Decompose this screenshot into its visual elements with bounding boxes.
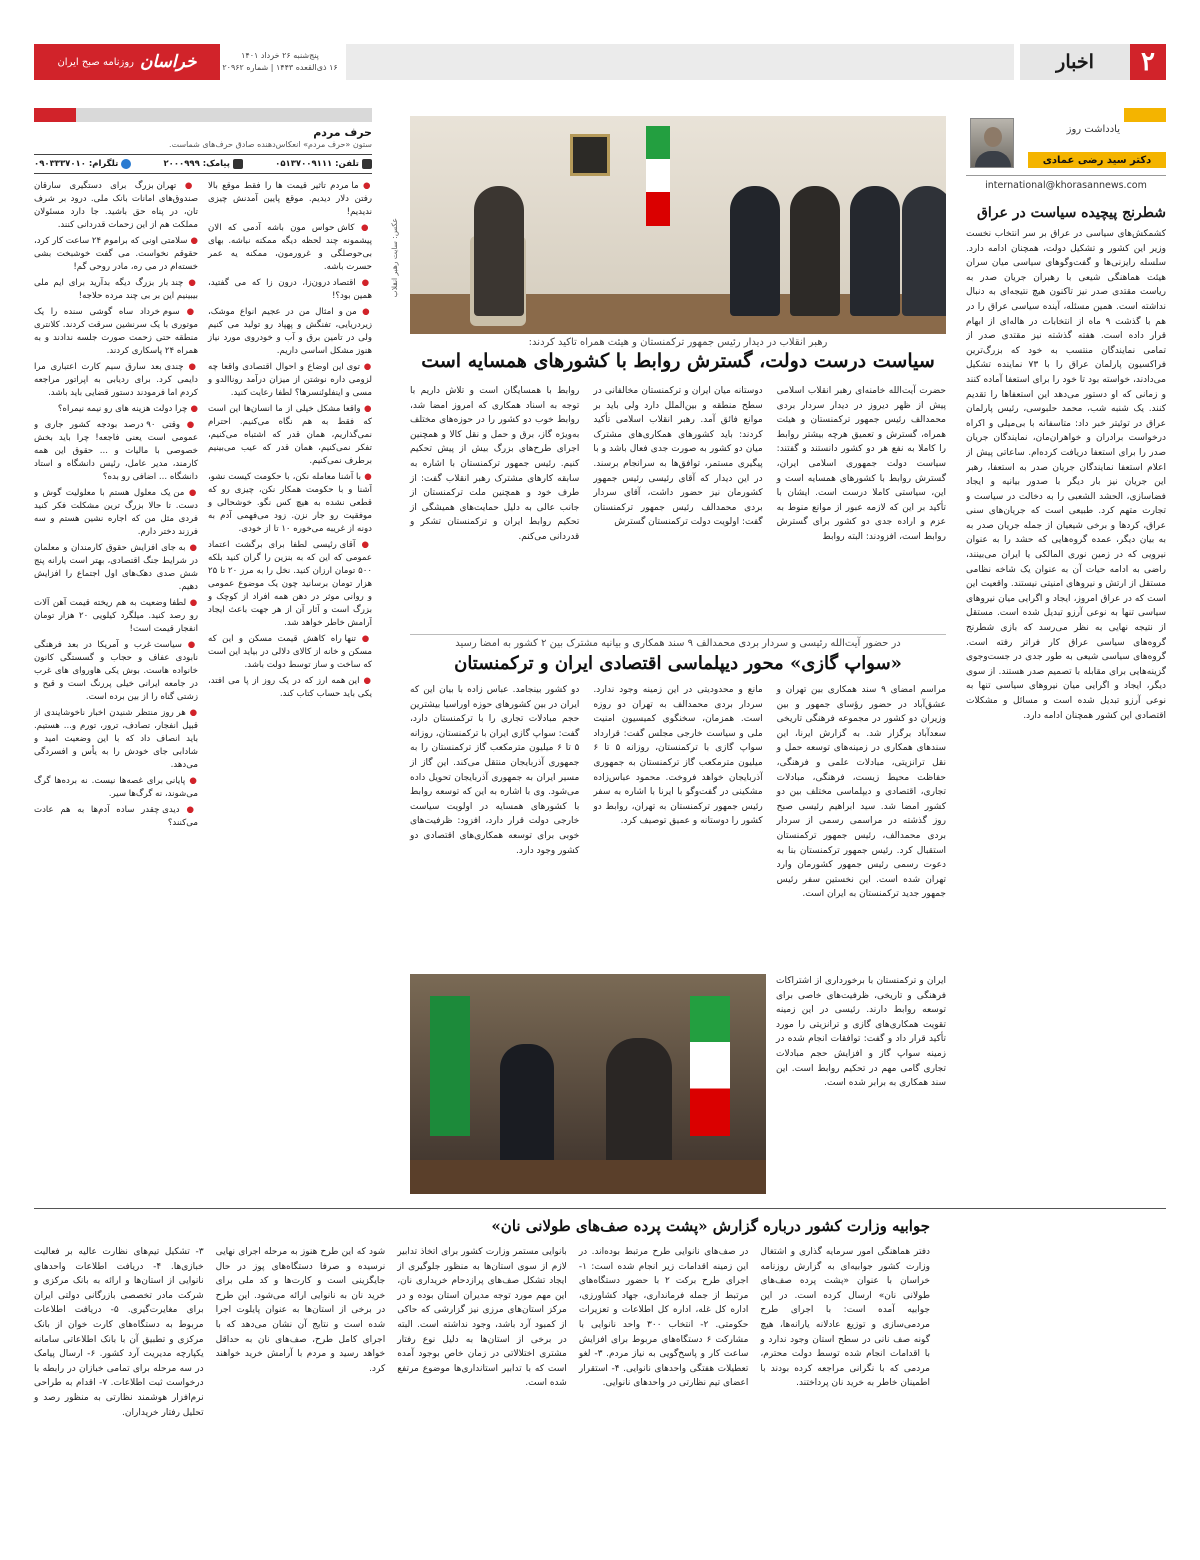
main-news-area — [384, 108, 946, 1198]
story2-col: مراسم امضای ۹ سند همکاری بین تهران و عشق‌آباد در حضور رؤسای جمهور و بین وزیران دو کشور در مجموعه فرهنگی تاریخی سعدآباد برگزار شد. به گزارش ایرنا، این سندهای همکاری در زمینه‌های توسعه حمل و نقل ترانزیتی، مبادلات علمی و فرهنگی، حفاظت محیط زیست، فرهنگی، مبادلات تجاری، اقتصادی و دیپلماسی مختلف بین دو کشور امضا شد. سید ابراهیم رئیسی صبح روز گذشته در مراسمی رسمی از سردار بردی محمدالف، رئیس جمهور ترکمنستان استقبال کرد. رئیس جمهور ترکمنستان بنا به دعوت رسمی رئیس جمهور کشورمان وارد تهران شده است. این نخستین سفر رئیس جمهور جدید ترکمنستان به ایران است. — [776, 685, 947, 900]
bullet-icon: ● — [185, 708, 198, 718]
voices-header-bar — [34, 108, 372, 122]
iran-flag — [690, 996, 730, 1136]
voice-item: ● کاش حواس مون باشه آدمی که الان پیشمونه چند لحظه دیگه ممکنه نباشه. بهای بی‌حوصلگی و غرورمون، ممکنه یه عمر حسرت باشه. — [208, 223, 372, 272]
voices-column — [34, 108, 372, 1198]
voice-item: ● این همه ارز که در یک روز از پا می افتد، یکی باید حساب کتاب کند. — [208, 676, 372, 699]
story2-body — [410, 683, 946, 902]
story1-kicker: رهبر انقلاب در دیدار رئیس جمهور ترکمنستان و هیئت همراه تاکید کردند: — [528, 337, 828, 348]
bullet-icon: ● — [355, 540, 372, 550]
bullet-icon: ● — [185, 543, 198, 553]
voice-item: ● وقتی ۹۰ درصد بودجه کشور جاری و عمومی است یعنی فاجعه! چرا باید بخش خصوصی با مالیات و ... حقوق این همه کارمند، مدیر عامل، رئیس دانشگاه و استاد دانشگاه ... اضافی رو بده؟ — [34, 420, 199, 482]
voices-bar-grey — [76, 108, 372, 122]
editorial-title: شطرنج پیچیده سیاست در عراق — [977, 205, 1166, 221]
section-title: اخبار — [1020, 44, 1130, 80]
bottom-col: دفتر هماهنگی امور سرمایه گذاری و اشتغال وزارت کشور جوابیه‌ای به گزارش روزنامه خراسان با عنوان «پشت پرده صف‌های طولانی نان» ارسال کرده است. در این جوابیه آمده است: با اجرای طرح مردمی‌سازی و توزیع عادلانه یارانه‌ها، هیچ گونه صف نانی در سطح استان وجود ندارد و با اقدامات انجام شده توسط دولت محترم، مردمی که با نگرانی مراجعه کرده بودند با اطمینان خاطر به خرید نان پرداختند. — [760, 1247, 930, 1389]
photo-person — [474, 186, 524, 316]
editorial-kicker-bar — [1124, 108, 1166, 122]
phone-contact — [275, 159, 372, 169]
voice-item: ● به جای افزایش حقوق کارمندان و معلمان در شرایط جنگ اقتصادی، بهتر است یارانه پنج شش صدی دهک‌های اول اجتماع را افزایش دهیم. — [34, 543, 198, 592]
bullet-icon: ● — [356, 307, 372, 317]
story1-col: روابط با همسایگان است و تلاش داریم با توجه به اسناد همکاری که امروز امضا شد، روابط خوب دو کشور را در حوزه‌های مختلف به‌ویژه گاز، برق و حمل و نقل کالا و همچنین اجرای طرح‌های بزرگ بیش از پیش تحکیم کنیم. رئیس جمهور ترکمنستان با اشاره به سابقه کارهای مشترک رهبر انقلاب گفت: از طرف خود و همچنین ملت ترکمنستان از جانب عالی به دلیل حمایت‌های همیشگی از تحکیم روابط ایران و ترکمنستان تشکر و قدردانی می‌کنم. — [410, 386, 580, 542]
voice-item: ● سلامتی اونی که براموم ۲۴ ساعت کار کرد، حقوقم نخواست. می گفت خوشبخت بشی خسته‌ام در می ره، مادر روحی گم! — [34, 236, 198, 272]
telegram-contact — [34, 159, 131, 169]
story2-col: ایران و ترکمنستان با برخورداری از اشتراکات فرهنگی و تاریخی، ظرفیت‌های خاصی برای توسعه روابط دارند. رئیسی در این زمینه تقویت همکاری‌های گازی و ترانزیتی را مورد تأکید قرار داد و گفت: توافقات انجام شده در زمینه سواپ گاز و افزایش حجم مبادلات تجاری گامی مهم در تحکیم روابط است. این سند همکاری به برابر شده است. — [776, 976, 946, 1089]
bullet-icon: ● — [182, 640, 198, 650]
editorial-body: کشمکش‌های سیاسی در عراق بر سر انتخاب نخست وزیر این کشور و تشکیل دولت، همچنان ادامه دارد. سلسله رایزنی‌ها و گفت‌وگوهای سیاسی میان سران هیئت هماهنگی شیعی با رهبران جریان صدر به ریاست مقتدی صدر نیز تاکنون هیچ نتیجه‌ای به دنبال نداشته است. همین مسئله، آینده سیاسی عراق را در هم با گذشت ۹ ماه از انتخابات در هاله‌ای از ابهام قرار داده است. هفته گذشته نیز مقتدی صدر از تمامی نمایندگان منتسب به خود که بزرگ‌ترین فراکسیون پارلمان عراق را با ۷۳ نماینده تشکیل می‌دادند، خواسته بود تا خود را برای استعفا آماده کنند و زمانی که او دستور می‌دهد این استعفاها را تقدیم کنند. یک شنبه شب، محمد حلبوسی، رئیس پارلمان عراق در توئیتر خبر داد: متاسفانه با بی‌میلی و اکراه درخواست برادران و خواهران‌مان، نمایندگان جریان صدر را برای استعفا دریافت کرده‌ام. ساعاتی پیش از اعلام استعفا نمایندگان جریان صدر به استعفا، رهبر این جریان نیز بار دیگر با صدور بیانیه و ایجاد فضاسازی، الحشد الشعبی را به دخالت در سیاست و تجارت متهم کرد. طبیعی است که جریان‌های سنی عراق، کردها و برخی شیعیان از جمله جریان صدر به به بیان دیگر، عمده گروه‌هایی که حشد را به عنوان نیرویی که در زمین نوری المالکی یا ایران می‌بینند، راضی به ادامه حیات آن به عنوان یک شاخه نظامی مستقل از ارتش و نیروهای امنیتی نیستند. واقعیت این است که در عراق امروز، ایجاد و اگرایی میان نیروهای سیاسی تنها به نوعی آرزو تبدیل شده است. مستقل از نتیجه نهایی به نظر می‌رسد که بازی شطرنج گروه‌های سیاسی عراق کار فراتر رفته است. گروه‌های سیاسی شیعی به طور جدی در جست‌وجوی گزینه‌هایی برای مقابله با تصمیم صدر هستند. از سوی دیگر، ایجاد و اگرایی میان نیروهای سیاسی تنها به نوعی آرزو تبدیل شده است و مسائل و مشکلات اقتصادی این کشور همچنان ادامه دارد. — [966, 229, 1166, 721]
phone-label: تلفن: ۰۵۱۳۷۰۰۹۱۱۱ — [275, 159, 359, 169]
photo-credit: عکس: سایت رهبر انقلاب — [390, 218, 399, 298]
voice-item: ● چند بار بزرگ دیگه بدآرید برای ایم ملی بیبینیم این بر بی چند مرده حلاجه! — [34, 278, 198, 301]
bottom-story — [34, 1208, 1166, 1538]
voice-item: ● سوم خرداد ساه گوشی سنده را یک موتوری با یک سرنشین سرقت کردند. کلانتری منطقه حتی زحمت صورت جلسه ندادند و به همراه ۲۴ پاسکاری کردند. — [34, 307, 198, 356]
voices-col-right — [208, 180, 372, 833]
phone-icon — [362, 159, 372, 169]
turkmenistan-flag — [430, 996, 470, 1136]
bullet-icon: ● — [184, 488, 198, 498]
header-divider — [346, 44, 1014, 80]
voice-item: ● تنها راه کاهش قیمت مسکن و این که مسکن و خانه از کالای دلالی در بیاید این است که ساخت و ساز توسط دولت باشد. — [208, 634, 372, 670]
voice-item: ● آقای رئیسی لطفا برای برگشت اعتماد عمومی که این که به بنزین را گران کنید بلکه ۵۰۰ تومان ارزان کنید. نخل را به مرز ۲۰ تا ۲۵ هزار تومان برسانید چون یک موضوع عمومی و روانی موثر در دهن همه افراد از کوچک و بزرگ است و آثار آن از هر جهت باعث ایجاد آرامش خاطر خواهد شد. — [208, 540, 372, 628]
bottom-headline: جوابیه وزارت کشور درباره گزارش «پشت پرده صف‌های طولانی نان» — [491, 1217, 930, 1235]
bottom-col: ۳- تشکیل تیم‌های نظارت عالیه بر فعالیت خبازی‌ها. ۴- دریافت اطلاعات واحدهای نانوایی از استان‌ها و ارائه به بانک مرکزی و شرکت مادر تخصصی بازرگانی دولتی ایران برای مغایرت‌گیری. ۵- دریافت اطلاعات مربوط به دستگاه‌های کارت خوان از بانک مرکزی و تطبیق آن با بانک اطلاعاتی سامانه یکپارچه مدیریت آرد کشور. ۶- ارسال پیامک در سه مرحله برای تمامی خبازان در رابطه با درخواست ثبت اطلاعات. ۷- اقدام به طراحی نرم‌افزار هوشمند نظارتی به منظور رصد و تحلیل رفتار خریداران. — [34, 1247, 204, 1418]
bullet-icon: ● — [360, 362, 372, 372]
voice-item: ● واقعا مشکل خیلی از ما انسان‌ها این است که فقط به هم نگاه می‌کنیم. احترام نمی‌گذاریم، همان قدر که اشتباه می‌کنیم، تفکر نمی‌کنیم، همان قدر که عیب می‌بینیم برطرف نمی‌کنیم. — [208, 404, 372, 466]
photo-person — [850, 186, 900, 316]
sms-contact — [163, 159, 243, 169]
story1-col: حضرت آیت‌الله خامنه‌ای رهبر انقلاب اسلامی پیش از ظهر دیروز در دیدار سردار بردی محمدالف رئیس جمهور ترکمنستان و هیئت همراه، گسترش و تعمیق هرچه بیشتر روابط را کاملا به نفع هر دو کشور دانستند و گفتند: سیاست دولت جمهوری اسلامی ایران، گسترش روابط با کشورهای همسایه است و این، سیاستی کاملا درست است. ایشان با تأکید بر این که لازمه عبور از موانع منوط به عزم و اراده جدی دو کشور برای گسترش روابط است، افزودند: البته روابط — [776, 386, 946, 542]
bullet-icon: ● — [183, 362, 198, 372]
voice-item: ● هر روز منتظر شنیدن اخبار ناخوشایندی از قبیل انفجار، تصادف، ترور، تورم و... هستیم. باید انصاف داد که با این وضعیت امید و شادابی جای خودش را به یأس و افسردگی می‌دهد. — [34, 708, 198, 770]
date-block — [220, 44, 340, 80]
story2-headline: «سواپ گازی» محور دیپلماسی اقتصادی ایران و ترکمنستان — [454, 653, 902, 674]
date-line-2: ۱۶ ذی‌القعده ۱۴۴۳ | شماره ۲۰۹۶۲ — [222, 63, 338, 72]
photo-person — [730, 186, 780, 316]
voices-col-left — [34, 180, 198, 833]
bottom-col: در صف‌های نانوایی طرح مرتبط بوده‌اند. در این زمینه اقدامات زیر انجام شده است: ۱- اجرای طرح برکت ۲ با حضور دستگاه‌های مرتبط از جمله فرمانداری، جهاد کشاورزی، اداره کل غله، اداره کل اطلاعات و تعزیرات حکومتی. ۲- انتخاب ۳۰۰ واحد نانوایی با مشارکت ۶ دستگاه‌های مربوط برای افزایش ساعت کار و پاسخ‌گویی به نیاز مردم. ۳- لغو تعطیلات هفتگی واحدهای نانوایی. ۴- استقرار اعضای تیم نظارتی در واحدهای نانوایی. — [578, 1247, 749, 1389]
bullet-icon: ● — [176, 181, 198, 191]
date-line-1: پنج‌شنبه ۲۶ خرداد ۱۴۰۱ — [241, 51, 319, 61]
newspaper-brand — [34, 44, 220, 80]
bullet-icon: ● — [359, 676, 372, 686]
voice-item: ● ما مردم تاثیر قیمت ها را فقط موقع بالا رفتن دلار دیدیم. موقع پایین آمدنش چیزی ندیدیم! — [208, 181, 372, 217]
story2-kicker: در حضور آیت‌الله رئیسی و سردار بردی محمدالف ۹ سند همکاری و بیانیه مشترک بین ۲ کشور به امضا رسید — [410, 634, 946, 649]
bullet-icon: ● — [185, 776, 198, 786]
voices-columns — [34, 180, 372, 833]
voice-item: ● اقتصاد درون‌زا، درون زا که می گفتید، همین بود؟! — [208, 278, 372, 301]
voice-item: ● لطفا وضعیت به هم ریخته قیمت آهن آلات رو رصد کنید. میلگرد کیلویی ۲۰ هزار تومان انفجار قیمت است! — [34, 598, 198, 634]
bullet-icon: ● — [187, 236, 198, 246]
bullet-icon: ● — [358, 181, 372, 191]
voice-item: ● سیاست غرب و آمریکا در بعد فرهنگی نابودی عفاف و حجاب و گسستگی کانون خانواده هاست. بوش یکی هاوروای های غرب در جامعه ایرانی خیلی پررنگ است و قیح و زشتی گناه را از بین برده است. — [34, 640, 198, 702]
voice-item: ● من یک معلول هستم با معلولیت گوش و دست. تا حالا بزرگ ترین مشکلت فکر کنید فردی مثل من که اجاره نشین هستم و سه فرزند دختر دارم. — [34, 488, 198, 537]
newspaper-logo: خراسان — [140, 52, 197, 72]
editorial-column — [966, 108, 1166, 1198]
voice-item: ● تهران بزرگ برای دستگیری سارقان صندوق‌های امانات بانک ملی. درود بر شرف تان، در پناه حق باشید. جا دارد مسئولان مملکت هم از این زحمات قدردانی کنند. — [34, 181, 198, 230]
author-photo-body — [975, 151, 1011, 167]
newspaper-slogan: روزنامه صبح ایران — [57, 56, 135, 68]
leader-meeting-photo — [410, 116, 946, 334]
photo-table — [410, 1160, 766, 1194]
page-header — [34, 44, 1166, 80]
story1-headline: سیاست درست دولت، گسترش روابط با کشورهای همسایه است — [421, 350, 935, 372]
bottom-col: بانوایی مستمر وزارت کشور برای اتخاذ تدابیر لازم از سوی استان‌ها به منظور جلوگیری از ایجاد تشکل صف‌های پرازدحام خریداری نان، این مهم مورد توجه مدیران استان بوده و در مرکز استان‌های مرزی نیز گزارشی که حاکی از کمبود آرد باشد، وجود نداشته است. البته در برخی از استان‌ها به دلیل نوع رفتار مشتری اختلالاتی در زمان خاص بوجود آمده است که با تدابیر استانداری‌ها موضوع مرتفع شده است. — [397, 1247, 567, 1389]
editorial-kicker: یادداشت روز — [1066, 124, 1120, 135]
author-photo-head — [984, 127, 1002, 147]
telegram-label: تلگرام: ۰۹۰۳۳۳۷۰۱۰ — [34, 159, 119, 169]
voices-contacts — [34, 154, 372, 174]
photo-person — [790, 186, 840, 316]
bullet-icon: ● — [179, 307, 198, 317]
page-number: ۲ — [1130, 44, 1166, 80]
editorial-author: دکتر سید رضی عمادی — [1028, 152, 1166, 168]
voice-item: ● دیدی چقدر ساده آدم‌ها به هم عادت می‌کنند؟ — [34, 805, 198, 828]
bullet-icon: ● — [187, 404, 198, 414]
story1-col: دوستانه میان ایران و ترکمنستان مخالفانی در سطح منطقه و بین‌الملل دارد ولی باید بر موانع فائق آمد. رهبر انقلاب اسلامی تأکید کردند: باید کشورهای همکاری‌های مشترک میان دو کشور به صورت جدی فعال باشد و با پیگیری مستمر، توافق‌ها به سرانجام برسند. در این دیدار که آقای رئیسی رئیس جمهور کشورمان نیز حضور داشت، آقای سردار بردی محمدالف رئیس جمهور ترکمنستان گفت: اولویت دولت ترکمنستان گسترش — [593, 386, 763, 528]
story2-col: مانع و محدودیتی در این زمینه وجود ندارد. سردار بردی محمدالف به تهران دو روزه است. همزمان، سخنگوی کمیسیون امنیت ملی و سیاست خارجی مجلس گفت: قرارداد سواپ گازی با ترکمنستان، روزانه ۵ تا ۶ میلیون مترمکعب گاز ترکمنستان به جمهوری آذربایجان خواهد فروخت. محمود عباس‌زاده مشکینی در گفت‌وگو با ایرنا با اشاره به سفر رئیس جمهور ترکمنستان به تهران، روابط دو کشور را دوستانه و عمیق توصیف کرد. — [593, 685, 763, 827]
bullet-icon: ● — [354, 223, 372, 233]
signing-ceremony-photo — [410, 974, 766, 1194]
story2-col: دو کشور بینجامد. عباس زاده با بیان این که ایران در بین کشورهای حوزه اوراسیا بیشترین حجم مبادلات تجاری را با ترکمنستان دارد، گفت: سواپ گازی ایران با ترکمنستان، روزانه ۵ تا ۶ میلیون مترمکعب گاز ترکمنستان را به جمهوری آذربایجان منتقل می‌کند. این گاز از مسیر ایران به جمهوری آذربایجان تحویل داده می‌شود. وی با اشاره به این که توسعه روابط با کشورهای همسایه در اولویت سیاست خارجی دولت قرار دارد، افزود: ظرفیت‌های خوبی برای توسعه همکاری‌های اقتصادی دو کشور وجود دارد. — [410, 685, 580, 856]
voice-item: ● من و امثال من در عجیم انواع موشک، زیردریایی، تفنگش و پهپاد رو تولید می کنیم ولی در تامین برق و آب و خودروی مورد نیاز هنوز مشکل اساسی داریم. — [208, 307, 372, 356]
editorial-email: international@khorasannews.com — [985, 180, 1147, 191]
bullet-icon: ● — [360, 404, 372, 414]
bullet-icon: ● — [186, 598, 198, 608]
editorial-header — [966, 108, 1166, 176]
voices-bar-red — [34, 108, 76, 122]
voices-title: حرف مردم — [313, 126, 372, 139]
story1-body — [410, 384, 946, 545]
bullet-icon: ● — [360, 472, 372, 482]
bottom-body — [34, 1245, 930, 1420]
author-photo — [970, 118, 1014, 168]
voice-item: ● پایانی برای غصه‌ها نیست. نه برده‌ها گرگ می‌شوند، نه گرگ‌ها سیر. — [34, 776, 198, 799]
voice-item: ● با آشنا معامله نکن، با حکومت کیست نشو، آشنا و با حکومت همکار نکن، چیزی رو که قطعی نشده به هیچ کس نگو. خوشحالی و موفقیت رو جار نزن. زود می‌فهمی آدم به دونه از غریبه می‌خوره ۱۰ تا از خودی. — [208, 472, 372, 534]
iran-flag — [646, 126, 670, 226]
bullet-icon: ● — [356, 634, 372, 644]
voice-item: ● چرا دولت هزینه های رو نیمه نیمراه؟ — [57, 404, 198, 414]
bullet-icon: ● — [180, 420, 199, 430]
bullet-icon: ● — [355, 278, 372, 288]
photo-person — [902, 186, 946, 316]
sms-icon — [233, 159, 243, 169]
voice-item: ● توی این اوضاع و احوال اقتصادی واقعا چه لزومی داره نوشتن از میزان درآمد روناالدو و مسی و اینفلوئنسرها؟ لطفا رعایت کنید. — [208, 362, 372, 398]
voice-item: ● چندی بعد سارق سیم کارت اعتباری مرا دایمی کرد. برای ردیابی به اپراتور مراجعه کردم اما فرمودند دستور قضایی باید باشد. — [34, 362, 198, 398]
voices-subtitle: ستون «حرف مردم» انعکاس‌دهنده صادق حرف‌های شماست. — [169, 140, 372, 149]
portrait-frame — [570, 134, 610, 176]
telegram-icon — [121, 159, 131, 169]
bullet-icon: ● — [183, 278, 198, 288]
bullet-icon: ● — [179, 805, 198, 815]
sms-label: پیامک: ۲۰۰۰۹۹۹ — [163, 159, 230, 169]
bottom-col: شود که این طرح هنوز به مرحله اجرای نهایی نرسیده و صرفا دستگاه‌های پوز در حال جایگزینی است و کارت‌ها و کد ملی برای خرید نان به نانوایی ارائه می‌شود. این طرح در برخی از استان‌ها به عنوان پایلوت اجرا شده است و نتایج آن نشان می‌دهد که با اجرای کامل طرح، صف‌های نان به حداقل خواهد رسید و مردم با آرامش خرید خواهند کرد. — [215, 1247, 386, 1374]
